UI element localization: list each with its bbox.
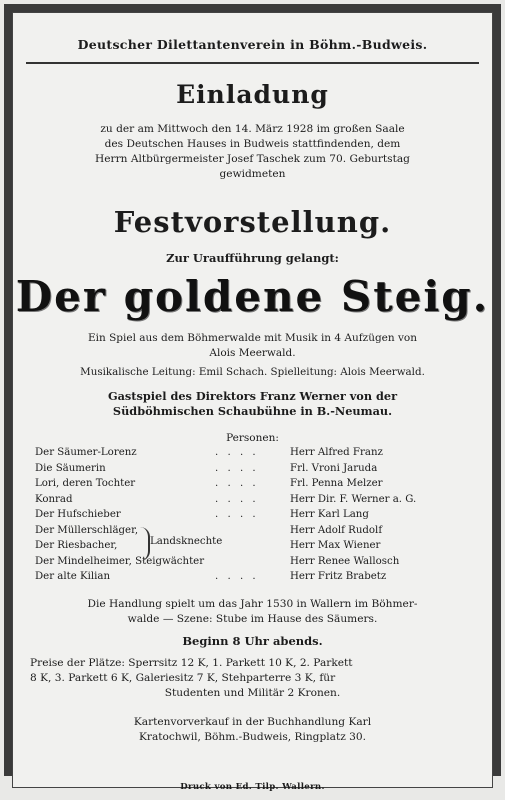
leader-dots: . . . . (215, 447, 259, 458)
cast-actor: Herr Dir. F. Werner a. G. (290, 493, 417, 505)
invitation-text (0, 122, 505, 182)
karten-line: Kratochwil, Böhm.-Budweis, Ringplatz 30. (138, 731, 367, 743)
cast-row (35, 507, 470, 523)
guest-performance (0, 389, 505, 419)
cast-actor: Herr Max Wiener (290, 540, 381, 551)
intro-line: zu der am Mittwoch den 14. März 1928 im großen Saale (100, 123, 405, 135)
festvorstellung-heading: Festvorstellung. (113, 205, 392, 239)
cast-row (35, 461, 470, 477)
intro-line: gewidmeten (219, 168, 286, 180)
leader-dots: . . . . (215, 478, 259, 489)
intro-line: des Deutschen Hauses in Budweis stattfindenden, dem (104, 138, 401, 150)
cast-role: Die Säumerin (35, 462, 106, 474)
cast-role: Der Säumer-Lorenz (35, 447, 137, 458)
spiel-line: Alois Meerwald. (209, 347, 296, 359)
leader-dots: . . . . (215, 571, 259, 582)
preise-line: Preise der Plätze: Sperrsitz 12 K, 1. Parkett 10 K, 2. Parkett (30, 657, 353, 669)
header-rule (26, 62, 479, 64)
cast-actor: Herr Alfred Franz (290, 447, 383, 458)
landsknechte-brace (140, 527, 150, 561)
cast-row (35, 554, 470, 570)
leader-dots: . . . . (215, 509, 259, 520)
cast-row (35, 538, 470, 554)
intro-line: Herrn Altbürgermeister Josef Taschek zum 70. Geburtstag (95, 153, 410, 165)
cast-role: Der Mindelheimer, Steigwächter (35, 555, 205, 567)
club-header: Deutscher Dilettantenverein in Böhm.-Budweis. (77, 37, 428, 52)
cast-row (35, 523, 470, 539)
cast-heading: Personen: (226, 432, 279, 444)
spiel-line: Ein Spiel aus dem Böhmerwalde mit Musik in 4 Aufzügen von (87, 332, 418, 344)
direction-credits: Musikalische Leitung: Emil Schach. Spielleitung: Alois Meerwald. (80, 366, 425, 378)
cast-actor: Herr Renee Wallosch (290, 555, 400, 567)
cast-role: Der alte Kilian (35, 571, 111, 582)
play-description (0, 331, 505, 361)
cast-row (35, 445, 470, 461)
handlung-line: walde — Szene: Stube im Hause des Säumers. (127, 613, 378, 625)
cast-row (35, 492, 470, 508)
setting-note (0, 597, 505, 627)
gastspiel-line: Südböhmischen Schaubühne in B.-Neumau. (112, 404, 393, 418)
cast-actor: Frl. Vroni Jaruda (290, 462, 378, 474)
gastspiel-line: Gastspiel des Direktors Franz Werner von der (107, 389, 398, 403)
cast-actor: Herr Fritz Brabetz (290, 571, 387, 582)
cast-role: Konrad (35, 493, 73, 505)
ticket-prices (30, 656, 475, 701)
einladung-heading: Einladung (176, 80, 329, 109)
premiere-label: Zur Uraufführung gelangt: (166, 251, 339, 265)
cast-actor: Herr Adolf Rudolf (290, 524, 383, 536)
cast-actor: Herr Karl Lang (290, 509, 369, 520)
cast-actor: Frl. Penna Melzer (290, 478, 383, 489)
cast-role: Der Müllerschläger, (35, 524, 139, 536)
cast-role: Der Riesbacher, (35, 540, 118, 551)
leader-dots: . . . . (215, 462, 259, 474)
handlung-line: Die Handlung spielt um das Jahr 1530 in Wallern im Böhmer- (87, 598, 418, 610)
karten-line: Kartenvorverkauf in der Buchhandlung Karl (133, 716, 372, 728)
cast-row (35, 569, 470, 585)
cast-role: Lori, deren Tochter (35, 478, 136, 489)
printer-imprint: Druck von Ed. Tilp. Wallern. (180, 782, 325, 792)
cast-role: Der Hufschieber (35, 509, 121, 520)
cast-list (35, 445, 470, 585)
cast-row (35, 476, 470, 492)
play-title: Der goldene Steig. (15, 272, 490, 321)
landsknechte-label: Landsknechte (150, 536, 223, 547)
advance-sales (0, 715, 505, 745)
preise-line: 8 K, 3. Parkett 6 K, Galeriesitz 7 K, Stehparterre 3 K, für (30, 672, 336, 684)
start-time: Beginn 8 Uhr abends. (182, 634, 323, 648)
leader-dots: . . . . (215, 493, 259, 505)
preise-line: Studenten und Militär 2 Kronen. (164, 687, 341, 699)
